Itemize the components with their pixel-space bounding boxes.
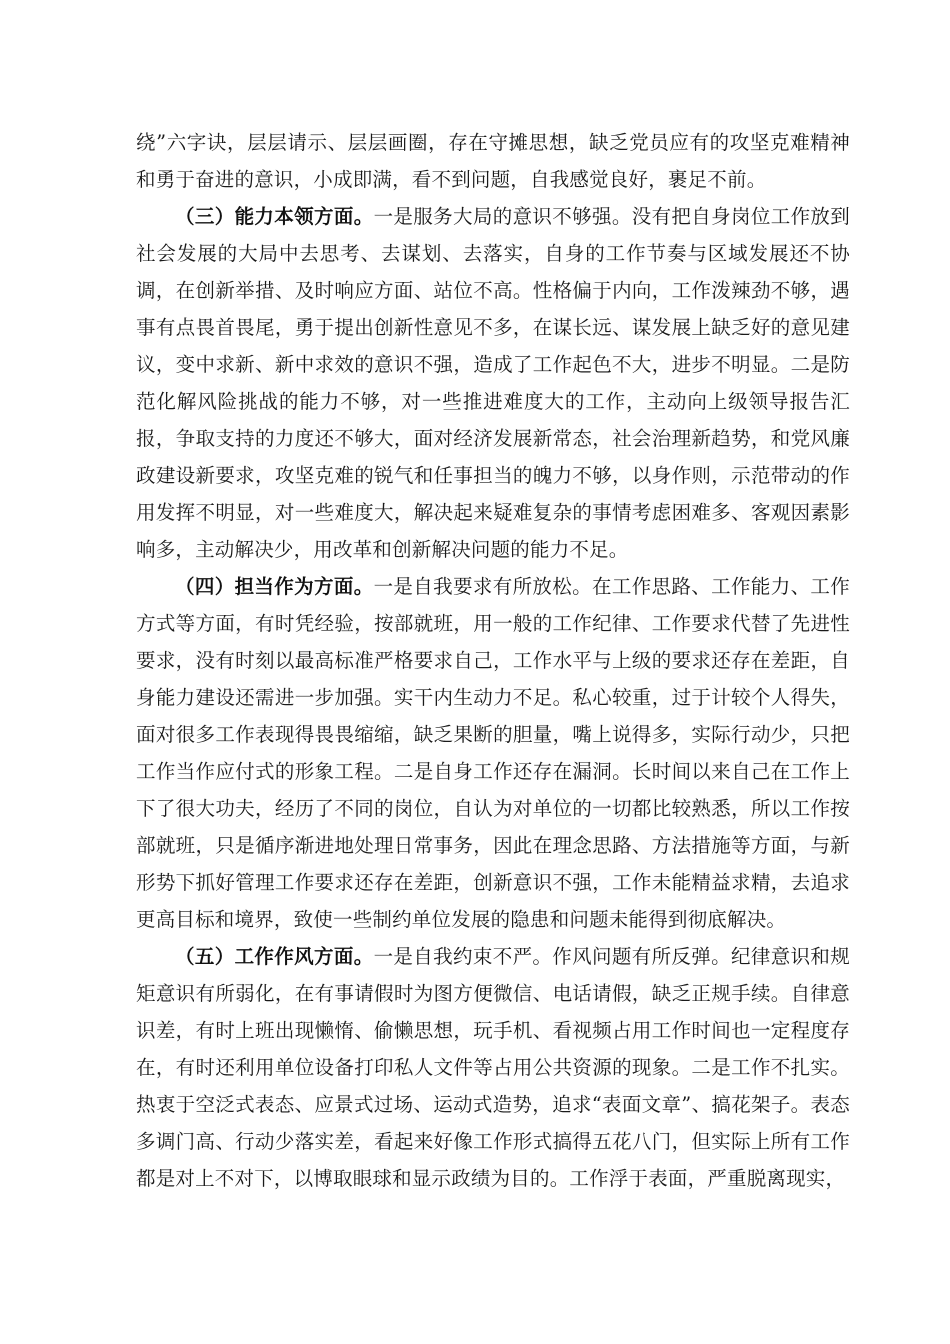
paragraph-text: 一是自我约束不严。作风问题有所反弹。纪律意识和规矩意识有所弱化，在有事请假时为图方便微信、电话请假，缺乏正规手续。自律意识差，有时上班出现懒惰、偷懒思想，玩手机、看视频占用工作时间也一定程度存在，有时还利用单位设备打印私人文件等占用公共资源的现象。二是工作不扎实。热衷于空泛式表态、应景式过场、运动式造势，追求“表面文章”、搞花架子。表态多调门高、行动少落实差，看起来好像工作形式搞得五花八门，但实际上所有工作都是对上不对下，以博取眼球和显示政绩为目的。工作浮于表面，严重脱离现实， — [136, 945, 850, 1190]
paragraph-text: 一是服务大局的意识不够强。没有把自身岗位工作放到社会发展的大局中去思考、去谋划、去落实，自身的工作节奏与区域发展还不协调，在创新举措、及时响应方面、站位不高。性格偏于内向，工作泼辣劲不够，遇事有点畏首畏尾，勇于提出创新性意见不多，在谋长远、谋发展上缺乏好的意见建议，变中求新、新中求效的意识不强，造成了工作起色不大，进步不明显。二是防范化解风险挑战的能力不够，对一些推进难度大的工作，主动向上级领导报告汇报，争取支持的力度还不够大，面对经济发展新常态，社会治理新趋势，和党风廉政建设新要求，攻坚克难的锐气和任事担当的魄力不够，以身作则，示范带动的作用发挥不明显，对一些难度大，解决起来疑难复杂的事情考虑困难多、客观因素影响多，主动解决少，用改革和创新解决问题的能力不足。 — [136, 205, 850, 561]
section-heading-responsibility: （四）担当作为方面。 — [175, 575, 374, 598]
document-body — [136, 124, 850, 1197]
paragraph-text: 绕”六字诀，层层请示、层层画圈，存在守摊思想，缺乏党员应有的攻坚克难精神和勇于奋进的意识，小成即满，看不到问题，自我感觉良好，裹足不前。 — [136, 131, 850, 191]
paragraph-text: 一是自我要求有所放松。在工作思路、工作能力、工作方式等方面，有时凭经验，按部就班，用一般的工作纪律、工作要求代替了先进性要求，没有时刻以最高标准严格要求自己，工作水平与上级的要求还存在差距，自身能力建设还需进一步加强。实干内生动力不足。私心较重，过于计较个人得失，面对很多工作表现得畏畏缩缩，缺乏果断的胆量，嘴上说得多，实际行动少，只把工作当作应付式的形象工程。二是自身工作还存在漏洞。长时间以来自己在工作上下了很大功夫，经历了不同的岗位，自认为对单位的一切都比较熟悉，所以工作按部就班，只是循序渐进地处理日常事务，因此在理念思路、方法措施等方面，与新形势下抓好管理工作要求还存在差距，创新意识不强，工作未能精益求精，去追求更高目标和境界，致使一些制约单位发展的隐患和问题未能得到彻底解决。 — [136, 575, 850, 931]
section-heading-ability: （三）能力本领方面。 — [175, 205, 374, 228]
paragraph-work-style — [136, 938, 850, 1197]
paragraph-continuation — [136, 124, 850, 198]
paragraph-ability — [136, 198, 850, 568]
section-heading-work-style: （五）工作作风方面。 — [175, 945, 374, 968]
paragraph-responsibility — [136, 568, 850, 938]
